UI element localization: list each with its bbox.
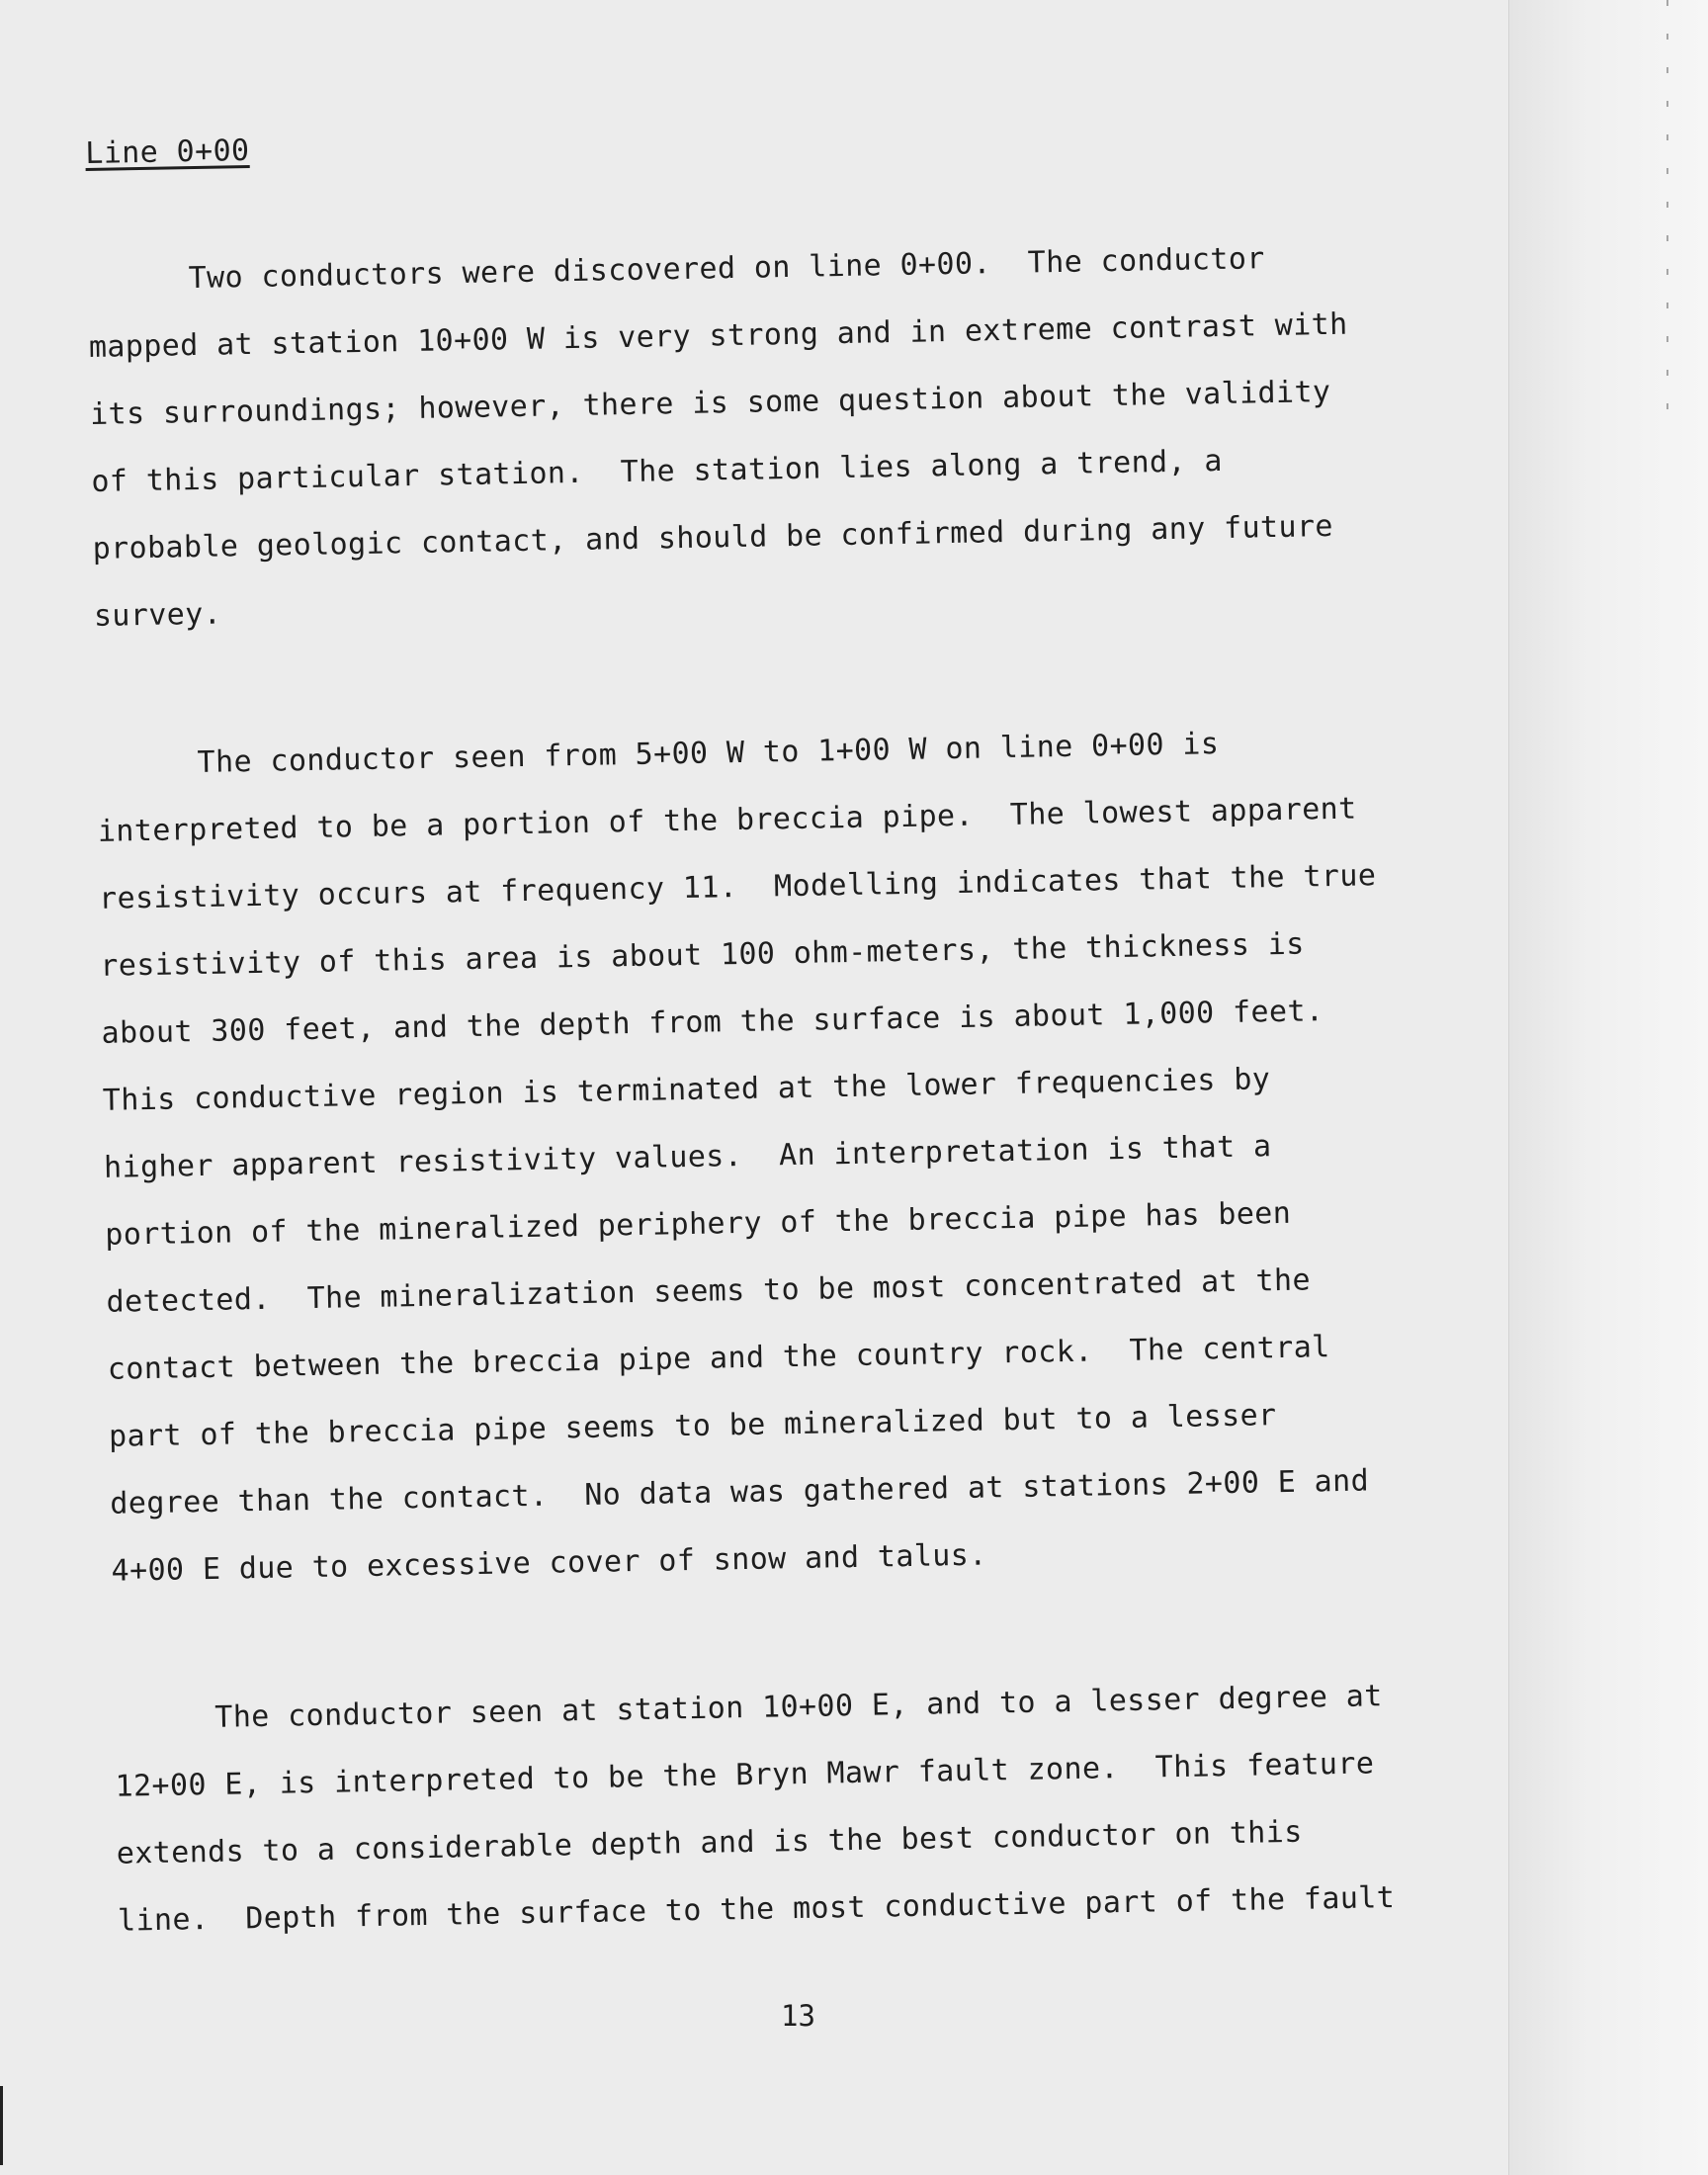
paragraph-2-line: about 300 feet, and the depth from the surface is about 1,000 feet. [101,994,1324,1051]
paragraph-3-line: line. Depth from the surface to the most conductive part of the fault [117,1880,1396,1939]
paragraph-1-line: mapped at station 10+00 W is very strong and in extreme contrast with [88,306,1348,365]
paragraph-1-line: its surroundings; however, there is some question about the validity [89,374,1331,432]
paragraph-2-line: contact between the breccia pipe and the country rock. The central [107,1330,1330,1387]
paragraph-3-line: 12+00 E, is interpreted to be the Bryn Mawr fault zone. This feature [115,1746,1375,1804]
paragraph-2-line: portion of the mineralized periphery of the breccia pipe has been [105,1195,1292,1253]
paragraph-2-line: resistivity occurs at frequency 11. Modelling indicates that the true [98,858,1377,916]
section-heading: Line 0+00 [85,132,250,171]
paragraph-1-line: probable geologic contact, and should be confirmed during any future [92,508,1334,566]
paragraph-2-line: detected. The mineralization seems to be most concentrated at the [106,1262,1312,1320]
scan-edge-mark [0,2086,3,2165]
paragraph-2-line: interpreted to be a portion of the breccia pipe. The lowest apparent [97,791,1357,849]
page-number: 13 [781,1999,815,2033]
paragraph-2-line: resistivity of this area is about 100 ohm-meters, the thickness is [100,926,1305,984]
paragraph-2-line: part of the breccia pipe seems to be mineralized but to a lesser [108,1398,1277,1454]
body-text [85,111,1508,1939]
page-edge-shadow [1508,0,1708,2175]
paragraph-3-line: The conductor seen at station 10+00 E, and to a lesser degree at [214,1679,1383,1735]
paragraph-2-line: The conductor seen from 5+00 W to 1+00 W on line 0+00 is [197,727,1220,781]
paragraph-3-line: extends to a considerable depth and is the best conductor on this [116,1814,1303,1871]
paragraph-1-line: survey. [93,596,222,634]
paragraph-2-line: degree than the contact. No data was gathered at stations 2+00 E and [110,1463,1370,1522]
paragraph-1-line: of this particular station. The station lies along a trend, a [91,443,1224,499]
paragraph-2-line: higher apparent resistivity values. An interpretation is that a [103,1129,1272,1185]
paragraph-2-line: This conductive region is terminated at the lower frequencies by [102,1062,1271,1118]
paragraph-2-line: 4+00 E due to excessive cover of snow and talus. [111,1537,987,1589]
binding-marks [1666,0,1668,415]
paragraph-1-line: Two conductors were discovered on line 0+00. The conductor [188,241,1266,297]
